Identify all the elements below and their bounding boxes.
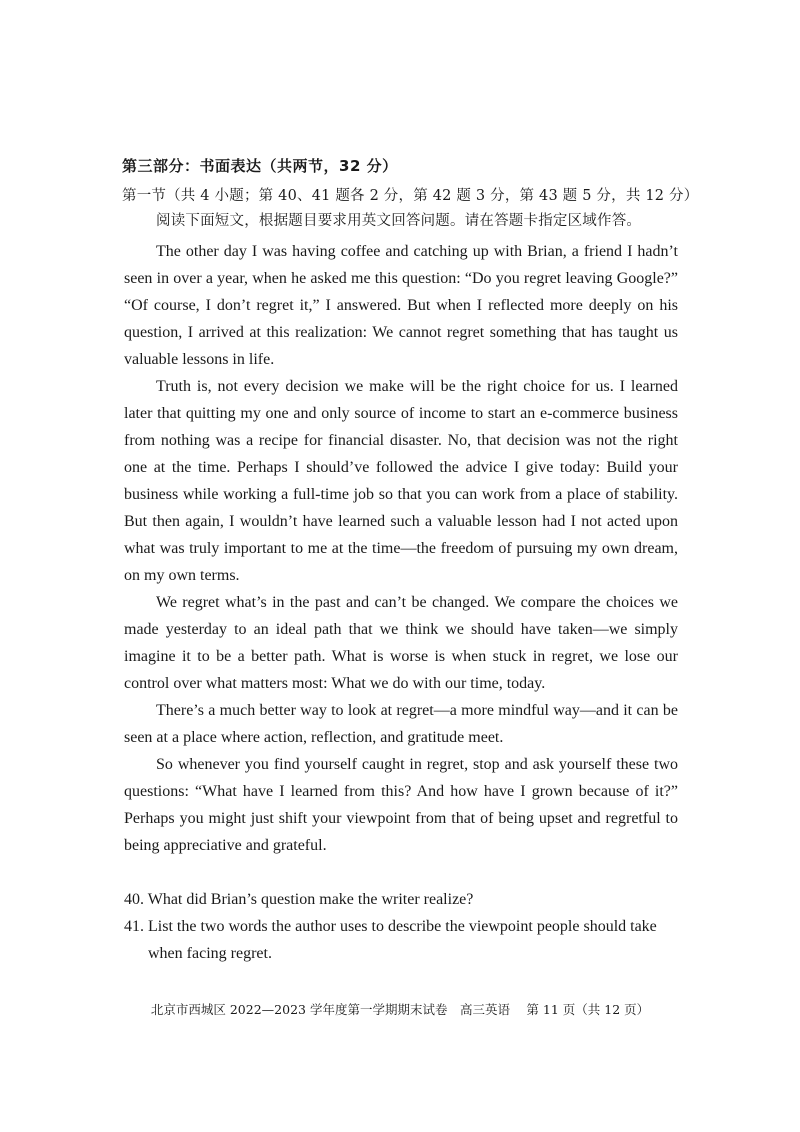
passage-paragraph-1: The other day I was having coffee and catching up with Brian, a friend I hadn’t seen in over a year, when he asked me this question: “Do you regret leaving Google?” “Of course, I don’t regret it,” I answered. But when I reflected more deeply on his question, I arrived at this realization: We cannot regret something that has taught us valuable lessons in life.: [124, 243, 678, 368]
passage-paragraph-2: Truth is, not every decision we make will be the right choice for us. I learned later that quitting my one and only source of income to start an e-commerce business from nothing was a recipe for financial disaster. No, that decision was not the right one at the time. Perhaps I should’ve followed the advice I give today: Build your business while working a full-time job so that you can work from a place of stability. But then again, I wouldn’t have learned such a valuable lesson had I not acted upon what was truly important to me at the time—the freedom of pursuing my own dream, on my own terms.: [124, 378, 678, 584]
passage-paragraph-4: There’s a much better way to look at regret—a more mindful way—and it can be seen at a place where action, reflection, and gratitude meet.: [124, 702, 678, 746]
section-title: 第三部分：书面表达（共两节，32 分）: [122, 157, 398, 175]
instruction-text: 阅读下面短文，根据题目要求用英文回答问题。请在答题卡指定区域作答。: [156, 213, 642, 229]
passage-paragraph-3: We regret what’s in the past and can’t be changed. We compare the choices we made yesterday to an ideal path that we think we should have taken—we simply imagine it to be a better path. What is worse is when stuck in regret, we lose our control over what matters most: What we do with our time, today.: [124, 594, 678, 692]
page-footer: 北京市西城区 2022—2023 学年度第一学期期末试卷 高三英语 第 11 页（共 12 页）: [150, 1002, 650, 1017]
passage-paragraph-5: So whenever you find yourself caught in regret, stop and ask yourself these two questions: “What have I learned from this? And how have I grown because of it?” Perhaps you might just shift your viewpoint from that of being upset and regretful to being appreciative and grateful.: [124, 756, 678, 854]
question-40: 40. What did Brian’s question make the writer realize?: [124, 891, 474, 908]
section-one-heading: 第一节（共 4 小题；第 40、41 题各 2 分，第 42 题 3 分，第 43 题 5 分，共 12 分）: [122, 188, 699, 204]
question-41: 41. List the two words the author uses to describe the viewpoint people should take when facing regret.: [124, 918, 657, 962]
